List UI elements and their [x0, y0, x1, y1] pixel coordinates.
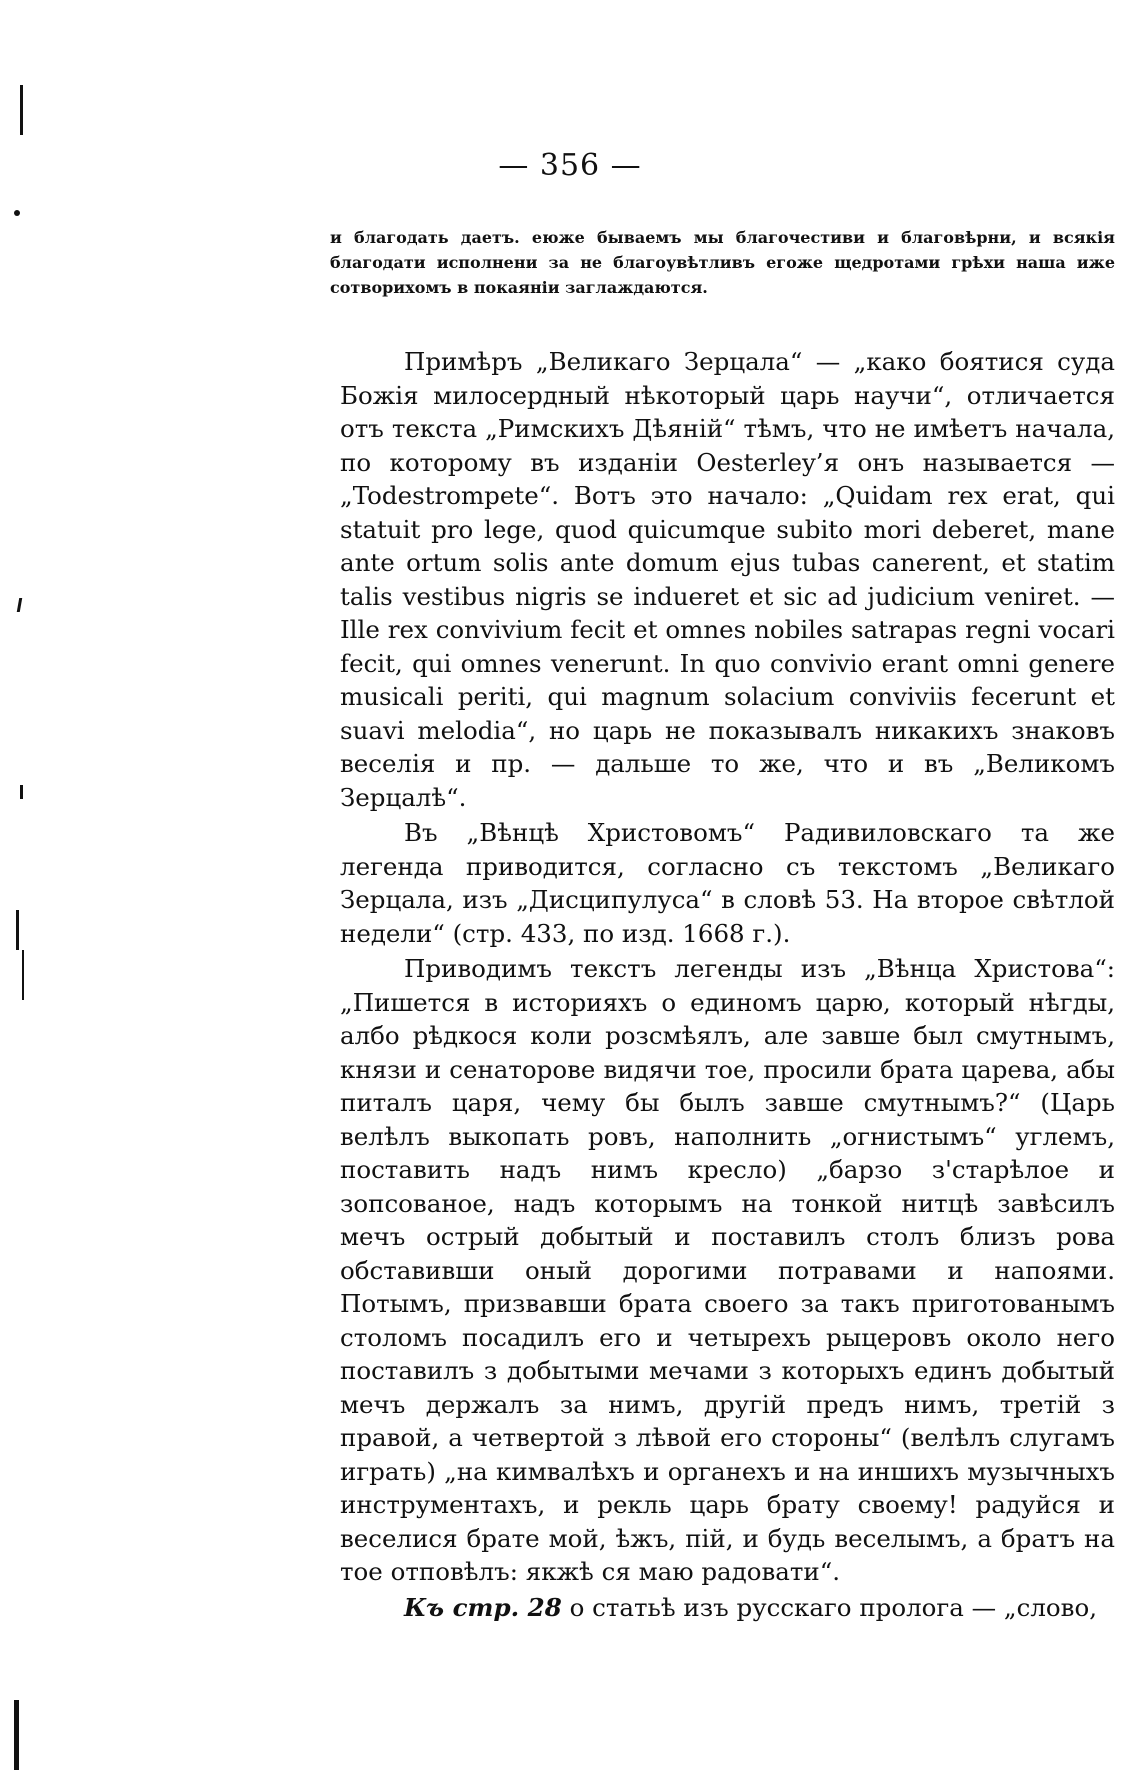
scan-mark	[22, 950, 24, 1000]
scan-mark	[14, 1700, 19, 1770]
paragraph-4-text: о статьѣ изъ русскаго пролога — „слово,	[569, 1592, 1097, 1622]
church-slavonic-quote: и благодать даетъ. еюже бываемъ мы благочестиви и благовѣрни, и всякія благодати исполнени за не благоувѣтливъ егоже щедротами грѣхи наша иже сотворихомъ в покаяніи заглаждаются.	[330, 228, 1115, 297]
paragraph-1: Примѣръ „Великаго Зерцала“ — „како боятися суда Божія милосердный нѣкоторый царь научи“, отличается отъ текста „Римскихъ Дѣяній“ тѣмъ, что не имѣетъ начала, по которому въ изданіи Oesterley’я онъ называется — „Todestrompete“. Вотъ это начало: „Quidam rex erat, qui statuit pro lege, quod quicumque subito mori deberet, mane ante ortum solis ante domum ejus tubas canerent, et statim talis vestibus nigris se indueret et sic ad judicium veniret. — Ille rex convivium fecit et omnes nobiles satrapas regni vocari fecit, qui omnes venerunt. In quo convivio erant omni genere musicali periti, qui magnum solacium conviviis fecerunt et suavi melodia“, но царь не показывалъ никакихъ знаковъ веселія и пр. — дальше то же, что и въ „Великомъ Зерцалѣ“.	[340, 347, 1115, 812]
scan-mark	[16, 910, 19, 950]
scan-mark	[14, 210, 20, 216]
paragraph-2: Въ „Вѣнцѣ Христовомъ“ Радивиловскаго та же легенда приводится, согласно съ текстомъ „Великаго Зерцала, изъ „Дисципулуса“ в словѣ 53. На второе свѣтлой недели“ (стр. 433, по изд. 1668 г.).	[340, 818, 1115, 948]
main-text	[340, 345, 1115, 1624]
page-reference: Къ стр. 28	[404, 1592, 562, 1622]
paragraph-4	[340, 1591, 1115, 1625]
paragraph-3: Приводимъ текстъ легенды изъ „Вѣнца Христова“: „Пишется в историяхъ о единомъ царю, который нѣгды, албо рѣдкося коли розсмѣялъ, але завше был смутнымъ, князи и сенаторове видячи тое, просили брата царева, абы питалъ царя, чему бы былъ завше смутнымъ?“ (Царь велѣлъ выкопать ровъ, наполнить „огнистымъ“ углемъ, поставить надъ нимъ кресло) „барзо з'старѣлое и зопсованое, надъ которымъ на тонкой нитцѣ завѣсилъ мечъ острый добытый и поставилъ столъ близъ рова обставивши оный дорогими потравами и напоями. Потымъ, призвавши брата своего за такъ приготованымъ столомъ посадилъ его и четырехъ рыцеровъ около него поставилъ з добытыми мечами з которыхъ единъ добытый мечъ держалъ за нимъ, другій предъ нимъ, третій з правой, а четвертой з лѣвой его стороны“ (велѣлъ слугамъ играть) „на кимвалѣхъ и органехъ и на иншихъ музычныхъ инструментахъ, и рекль царь брату своему! радуйся и веселися брате мой, ѣжъ, пій, и будь веселымъ, а братъ на тое отповѣлъ: якжѣ ся маю радовати“.	[340, 954, 1115, 1586]
page-number: — 356 —	[498, 148, 642, 183]
scan-mark	[20, 785, 23, 799]
scan-mark	[20, 85, 23, 135]
scan-mark	[17, 598, 22, 612]
